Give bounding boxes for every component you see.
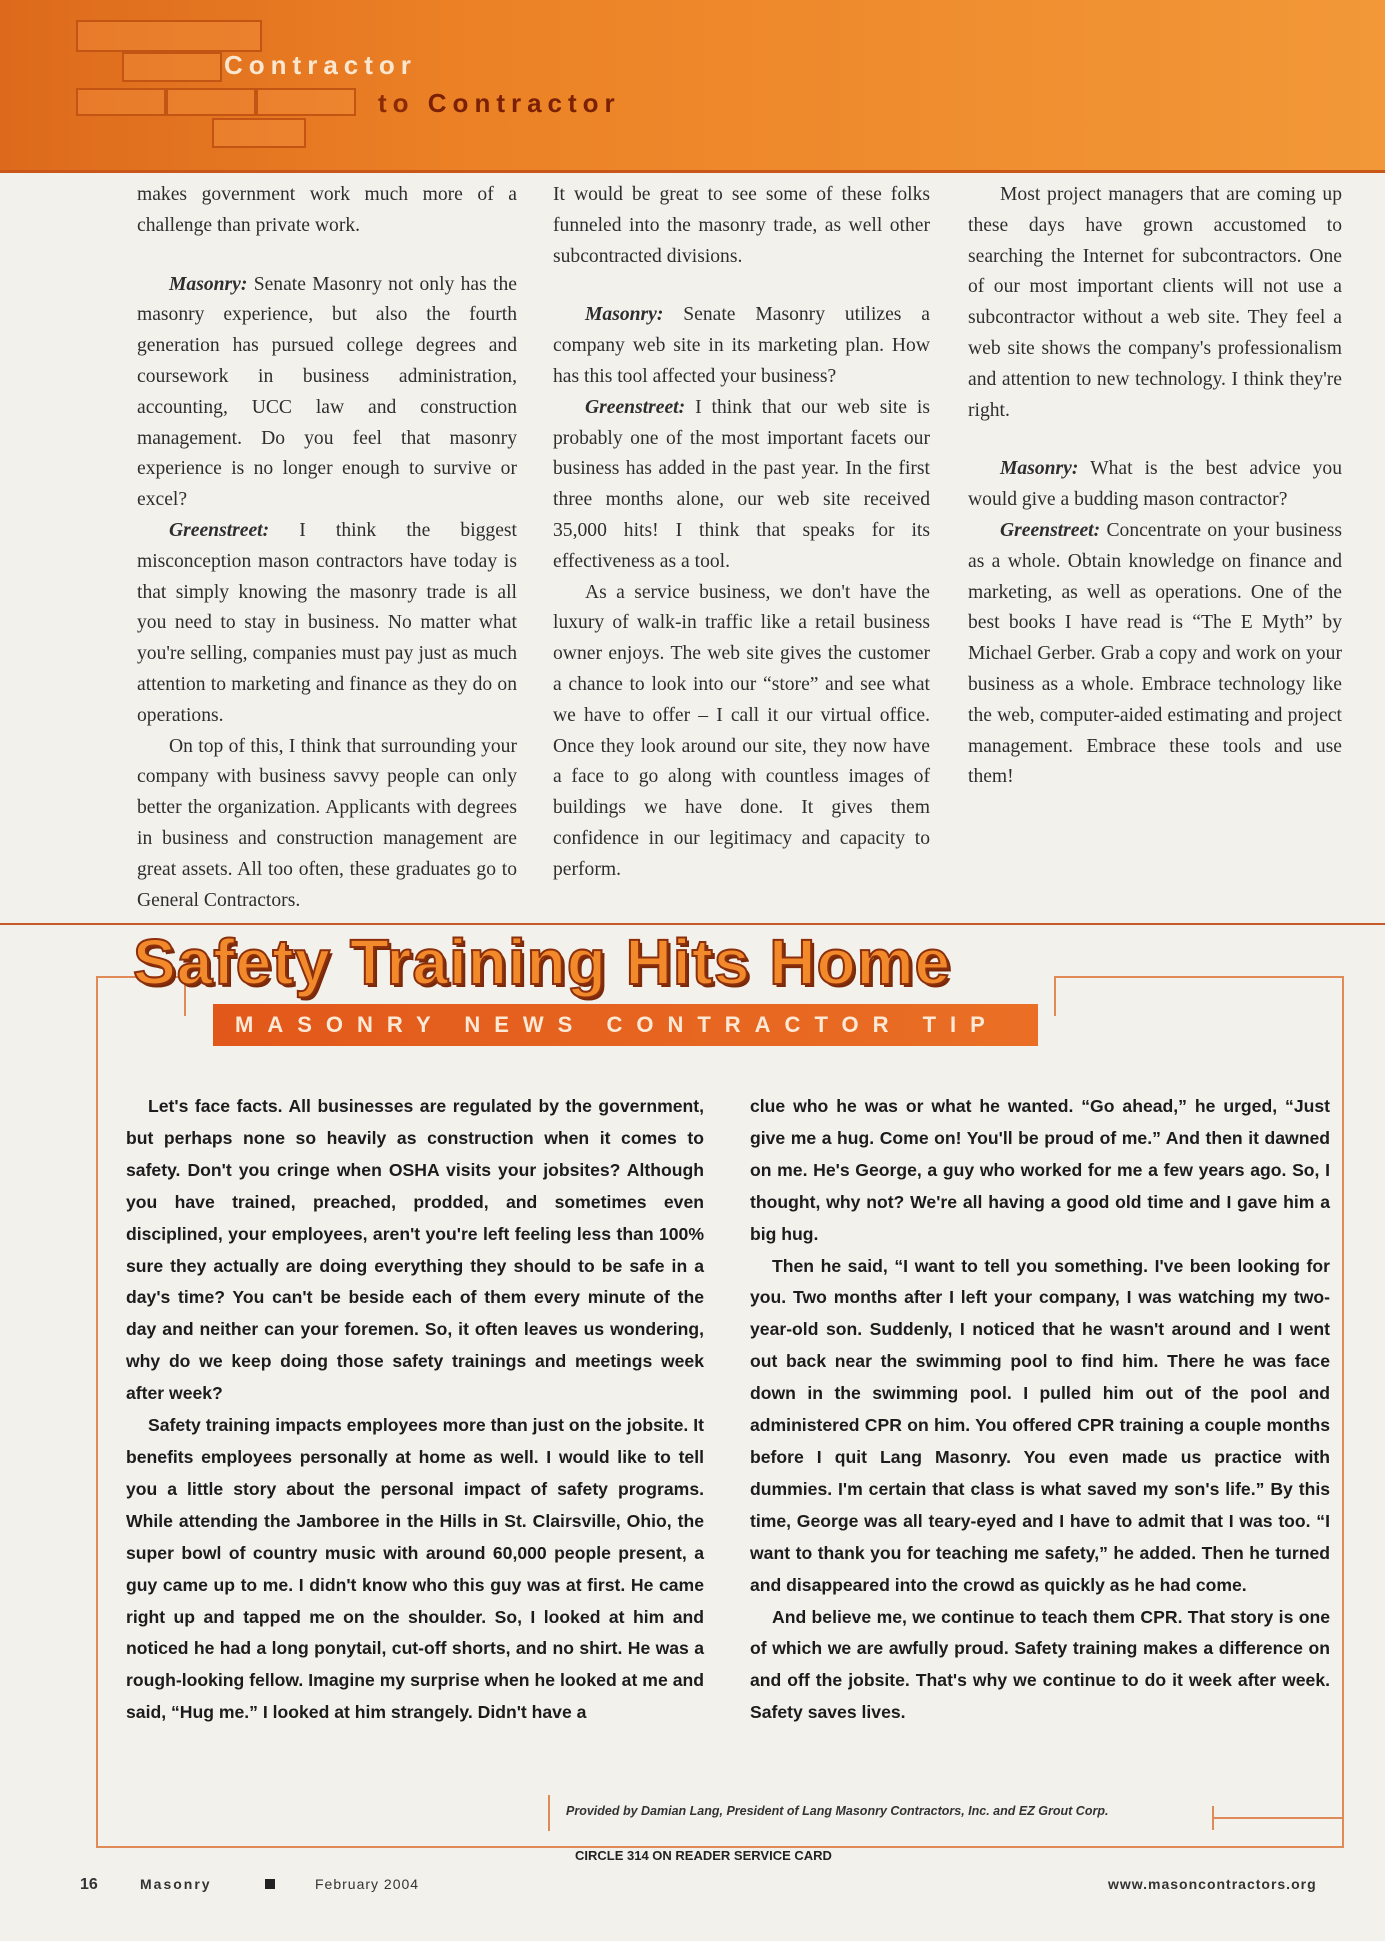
section-title-line1: Contractor — [224, 50, 417, 80]
speaker-label: Greenstreet: — [169, 519, 270, 541]
safety-column-2 — [750, 1091, 1330, 1729]
section-title-word: Contractor — [427, 88, 621, 118]
answer-paragraph — [137, 516, 517, 732]
article-column-1 — [137, 180, 517, 916]
paragraph: Safety training impacts employees more than just on the jobsite. It benefits employees personally at home as well. I would like to tell you a little story about the personal impact of safety programs. While attending the Jamboree in the Hills in St. Clairsville, Ohio, the super bowl of country music with around 60,000 people present, a guy came up to me. I didn't know who this guy was at first. He came right up and tapped me on the shoulder. So, I looked at him and noticed he had a long ponytail, cut-off shorts, and no shirt. He was a rough-looking fellow. Imagine my surprise when he looked at me and said, “Hug me.” I looked at him strangely. Didn't have a — [126, 1415, 704, 1723]
reader-service-note: CIRCLE 314 ON READER SERVICE CARD — [575, 1848, 832, 1863]
brick-graphic — [212, 118, 306, 148]
safety-column-1 — [126, 1091, 704, 1729]
brick-graphic — [76, 20, 262, 52]
answer-text: Concentrate on your business as a whole. Obtain knowledge on finance and marketing, as well as operations. One of the best books I have read is “The E Myth” by Michael Gerber. Grab a copy and work on your business as a whole. Embrace technology like the web, computer-aided estimating and project management. Embrace these tools and use them! — [968, 519, 1342, 788]
tip-label-bar — [213, 1004, 1038, 1046]
box-tick — [1054, 976, 1056, 1016]
paragraph: Let's face facts. All businesses are regulated by the government, but perhaps none so heavily as construction when it comes to safety. Don't you cringe when OSHA visits your jobsites? Although you have trained, preached, prodded, and sometimes even disciplined, your employees, aren't you're left feeling less than 100% sure they actually are doing everything they should to be safe in a day's time? You can't be beside each of them every minute of the day and neither can your foremen. So, it often leaves us wondering, why do we keep doing those safety trainings and meetings week after week? — [126, 1096, 704, 1404]
credit-rule-left — [548, 1795, 550, 1831]
paragraph: makes government work much more of a challenge than private work. — [137, 184, 517, 236]
safety-headline: Safety Training Hits Home — [133, 926, 952, 998]
answer-paragraph — [553, 393, 930, 578]
brick-graphic — [76, 88, 166, 116]
brick-graphic — [256, 88, 356, 116]
brick-graphic — [122, 52, 222, 82]
answer-paragraph — [968, 516, 1342, 793]
speaker-label: Masonry: — [1000, 458, 1079, 480]
paragraph: Most project managers that are coming up these days have grown accustomed to searching the Internet for subcontractors. One of our most important clients will not use a subcontractor without a web site. They feel a web site shows the company's professionalism and attention to new technology. I think they're right. — [968, 184, 1342, 421]
question-text: What is the best advice you would give a budding mason contractor? — [968, 458, 1342, 511]
tip-label: MASONRY NEWS CONTRACTOR TIP — [235, 1012, 999, 1037]
question-text: Senate Masonry not only has the masonry experience, but also the fourth generation has pursued college degrees and coursework in business administration, accounting, UCC law and construction management. Do you feel that masonry experience is no longer enough to survive or excel? — [137, 273, 517, 511]
paragraph: As a service business, we don't have the luxury of walk-in traffic like a retail business owner enjoys. The web site gives the customer a chance to look into our “store” and see what we have to offer – I call it our virtual office. Once they look around our site, they now have a face to go along with countless images of buildings we have done. It gives them confidence in our legitimacy and capacity to perform. — [553, 581, 930, 880]
paragraph: Then he said, “I want to tell you something. I've been looking for you. Two months after I left your company, I was watching my two-year-old son. Suddenly, I noticed that he wasn't around and I went out back near the swimming pool to find him. There he was face down in the swimming pool. I pulled him out of the pool and administered CPR on him. You offered CPR training a couple months before I quit Lang Masonry. You even made us practice with dummies. I'm certain that class is what saved my son's life.” By this time, George was all teary-eyed and I have to admit that I was too. “I want to thank you for teaching me safety,” he added. Then he turned and disappeared into the crowd as quickly as he had come. — [750, 1255, 1330, 1595]
speaker-label: Greenstreet: — [1000, 519, 1101, 541]
paragraph: clue who he was or what he wanted. “Go ahead,” he urged, “Just give me a hug. Come on! You'll be proud of me.” And then it dawned on me. He's George, a guy who worked for me a few years ago. So, I thought, why not? We're all having a good old time and I gave him a big hug. — [750, 1096, 1330, 1244]
magazine-name: Masonry — [140, 1876, 212, 1892]
issue-date: February 2004 — [315, 1876, 420, 1892]
credit-rule-horizontal — [1212, 1817, 1344, 1819]
speaker-label: Greenstreet: — [585, 396, 686, 418]
section-header-band — [0, 0, 1385, 173]
section-title-prefix: to — [378, 88, 415, 118]
question-text: Senate Masonry utilizes a company web site in its marketing plan. How has this tool affected your business? — [553, 304, 930, 387]
brick-graphic — [166, 88, 256, 116]
question-paragraph — [968, 454, 1342, 516]
answer-text: I think that our web site is probably one of the most important facets our business has added in the past year. In the first three months alone, our web site received 35,000 hits! I think that speaks for its effectiveness as a tool. — [553, 396, 930, 572]
credit-line: Provided by Damian Lang, President of Lang Masonry Contractors, Inc. and EZ Grout Corp. — [566, 1804, 1109, 1818]
speaker-label: Masonry: — [585, 304, 664, 326]
question-paragraph — [137, 270, 517, 516]
section-title-line2 — [378, 88, 621, 119]
article-column-2 — [553, 180, 930, 886]
website-url[interactable]: www.masoncontractors.org — [1108, 1876, 1317, 1892]
question-paragraph — [553, 300, 930, 392]
square-bullet-icon — [265, 1879, 275, 1889]
paragraph: It would be great to see some of these folks funneled into the masonry trade, as well other subcontracted divisions. — [553, 184, 930, 267]
speaker-label: Masonry: — [169, 273, 248, 295]
answer-text: I think the biggest misconception mason contractors have today is that simply knowing the masonry trade is all you need to stay in business. No matter what you're selling, companies must pay just as much attention to marketing and finance as they do on operations. — [137, 519, 517, 726]
paragraph: And believe me, we continue to teach them CPR. That story is one of which we are awfully proud. Safety training makes a difference on and off the jobsite. That's why we continue to do it week after week. Safety saves lives. — [750, 1606, 1330, 1723]
article-column-3 — [968, 180, 1342, 793]
paragraph: On top of this, I think that surrounding your company with business savvy people can only better the organization. Applicants with degrees in business and construction management are great assets. All too often, these graduates go to General Contractors. — [137, 735, 517, 911]
page-number: 16 — [80, 1876, 98, 1893]
